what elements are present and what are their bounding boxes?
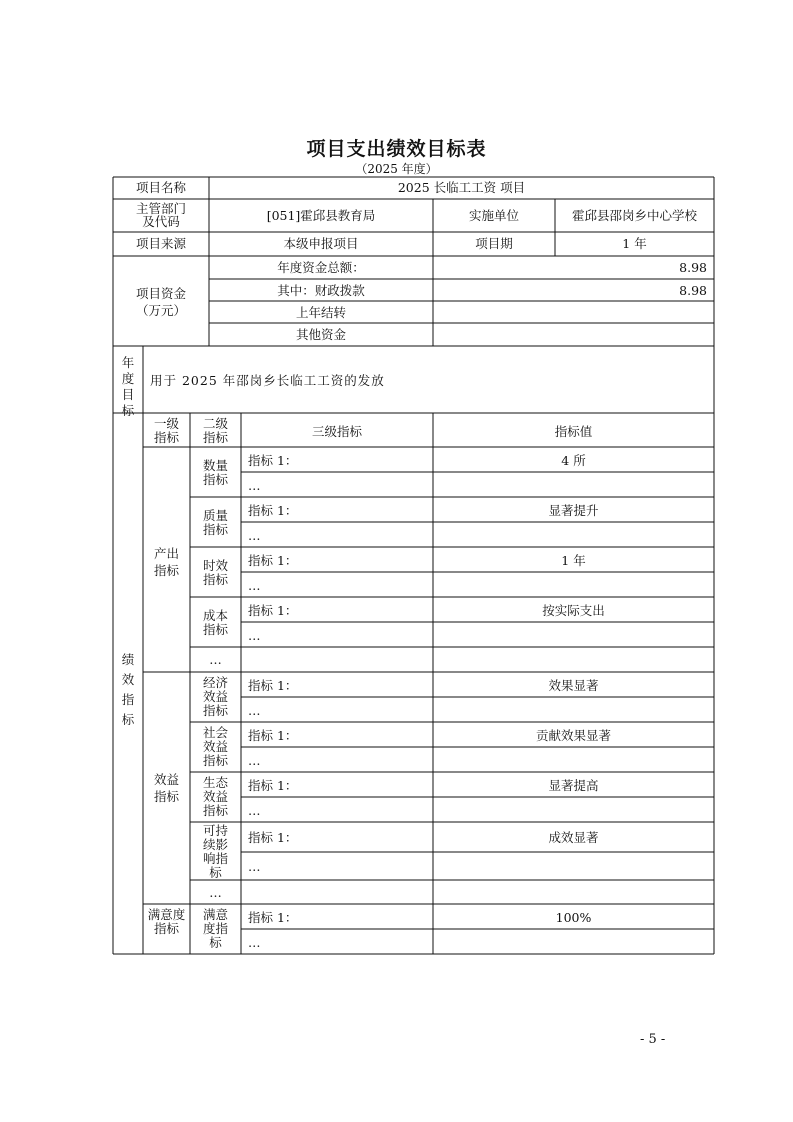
level2-ecological: 生态效益指标 bbox=[202, 775, 228, 818]
source-label: 项目来源 bbox=[135, 236, 186, 251]
indicator-ellipsis: … bbox=[248, 703, 261, 718]
indicator-ellipsis: … bbox=[248, 628, 261, 643]
project-name-label: 项目名称 bbox=[135, 180, 186, 195]
output-indicator-label: 产出指标 bbox=[153, 546, 179, 578]
level2-quantity: 数量指标 bbox=[202, 458, 228, 487]
page-title: 项目支出绩效目标表 bbox=[306, 138, 487, 160]
dept-label: 主管部门 及代码 bbox=[135, 201, 186, 229]
col-level3-header: 三级指标 bbox=[311, 424, 362, 439]
level2-timeliness: 时效指标 bbox=[202, 558, 228, 587]
source-value: 本级申报项目 bbox=[283, 236, 359, 251]
indicator-name: 指标 1： bbox=[248, 678, 298, 693]
indicator-value: 成效显著 bbox=[548, 830, 599, 845]
benefit-indicator-label: 效益指标 bbox=[153, 772, 179, 804]
indicator-value: 按实际支出 bbox=[542, 603, 605, 618]
funds-fiscal-label: 其中：财政拨款 bbox=[277, 283, 365, 298]
level2-sustainability: 可持续影响指标 bbox=[202, 823, 228, 880]
funds-total-label: 年度资金总额： bbox=[277, 260, 365, 275]
indicator-ellipsis: … bbox=[248, 578, 261, 593]
indicator-name: 指标 1： bbox=[248, 830, 298, 845]
indicator-name: 指标 1： bbox=[248, 503, 298, 518]
period-value: 1 年 bbox=[622, 236, 647, 251]
page-number: - 5 - bbox=[640, 1032, 666, 1047]
project-name-value: 2025 长临工工资 项目 bbox=[397, 180, 526, 195]
indicator-value: 100% bbox=[555, 910, 592, 925]
level2-satisfaction: 满意度指标 bbox=[202, 907, 228, 950]
col-value-header: 指标值 bbox=[554, 424, 593, 439]
indicator-ellipsis: … bbox=[248, 803, 261, 818]
level2-output-ellipsis: … bbox=[209, 652, 222, 667]
impl-label: 实施单位 bbox=[468, 208, 519, 223]
indicator-ellipsis: … bbox=[248, 859, 261, 874]
annual-goal-text: 用于 2025 年邵岗乡长临工工资的发放 bbox=[150, 373, 385, 388]
indicators-section-label: 绩效指标 bbox=[121, 652, 135, 727]
indicator-value: 显著提高 bbox=[548, 778, 599, 793]
col-level2-header: 二级指标 bbox=[202, 416, 228, 445]
funds-total-value: 8.98 bbox=[679, 260, 707, 275]
indicator-name: 指标 1： bbox=[248, 728, 298, 743]
indicator-name: 指标 1： bbox=[248, 778, 298, 793]
page-subtitle: （2025 年度） bbox=[355, 162, 438, 176]
indicator-ellipsis: … bbox=[248, 753, 261, 768]
level2-benefit-ellipsis: … bbox=[209, 885, 222, 900]
level2-economic: 经济效益指标 bbox=[202, 675, 228, 718]
funds-carryover-label: 上年结转 bbox=[295, 305, 346, 320]
funds-other-label: 其他资金 bbox=[295, 327, 346, 342]
indicator-ellipsis: … bbox=[248, 935, 261, 950]
indicator-value: 贡献效果显著 bbox=[535, 728, 611, 743]
indicator-name: 指标 1： bbox=[248, 910, 298, 925]
impl-value: 霍邱县邵岗乡中心学校 bbox=[571, 208, 697, 223]
funds-label: 项目资金 （万元） bbox=[135, 286, 186, 318]
dept-value: [051]霍邱县教育局 bbox=[266, 208, 376, 223]
level2-cost: 成本指标 bbox=[202, 608, 228, 637]
indicator-value: 4 所 bbox=[561, 453, 586, 468]
indicator-value: 1 年 bbox=[561, 553, 586, 568]
indicator-value: 显著提升 bbox=[548, 503, 599, 518]
annual-goal-label: 年度目标 bbox=[121, 355, 135, 418]
period-label: 项目期 bbox=[475, 236, 513, 251]
indicator-name: 指标 1： bbox=[248, 603, 298, 618]
satisfaction-indicator-label: 满意度指标 bbox=[147, 907, 186, 936]
funds-fiscal-value: 8.98 bbox=[679, 283, 707, 298]
indicator-name: 指标 1： bbox=[248, 453, 298, 468]
indicator-ellipsis: … bbox=[248, 528, 261, 543]
level2-quality: 质量指标 bbox=[202, 508, 228, 537]
indicator-name: 指标 1： bbox=[248, 553, 298, 568]
level2-social: 社会效益指标 bbox=[202, 725, 228, 768]
col-level1-header: 一级指标 bbox=[153, 416, 179, 445]
indicator-ellipsis: … bbox=[248, 478, 261, 493]
indicator-value: 效果显著 bbox=[548, 678, 599, 693]
